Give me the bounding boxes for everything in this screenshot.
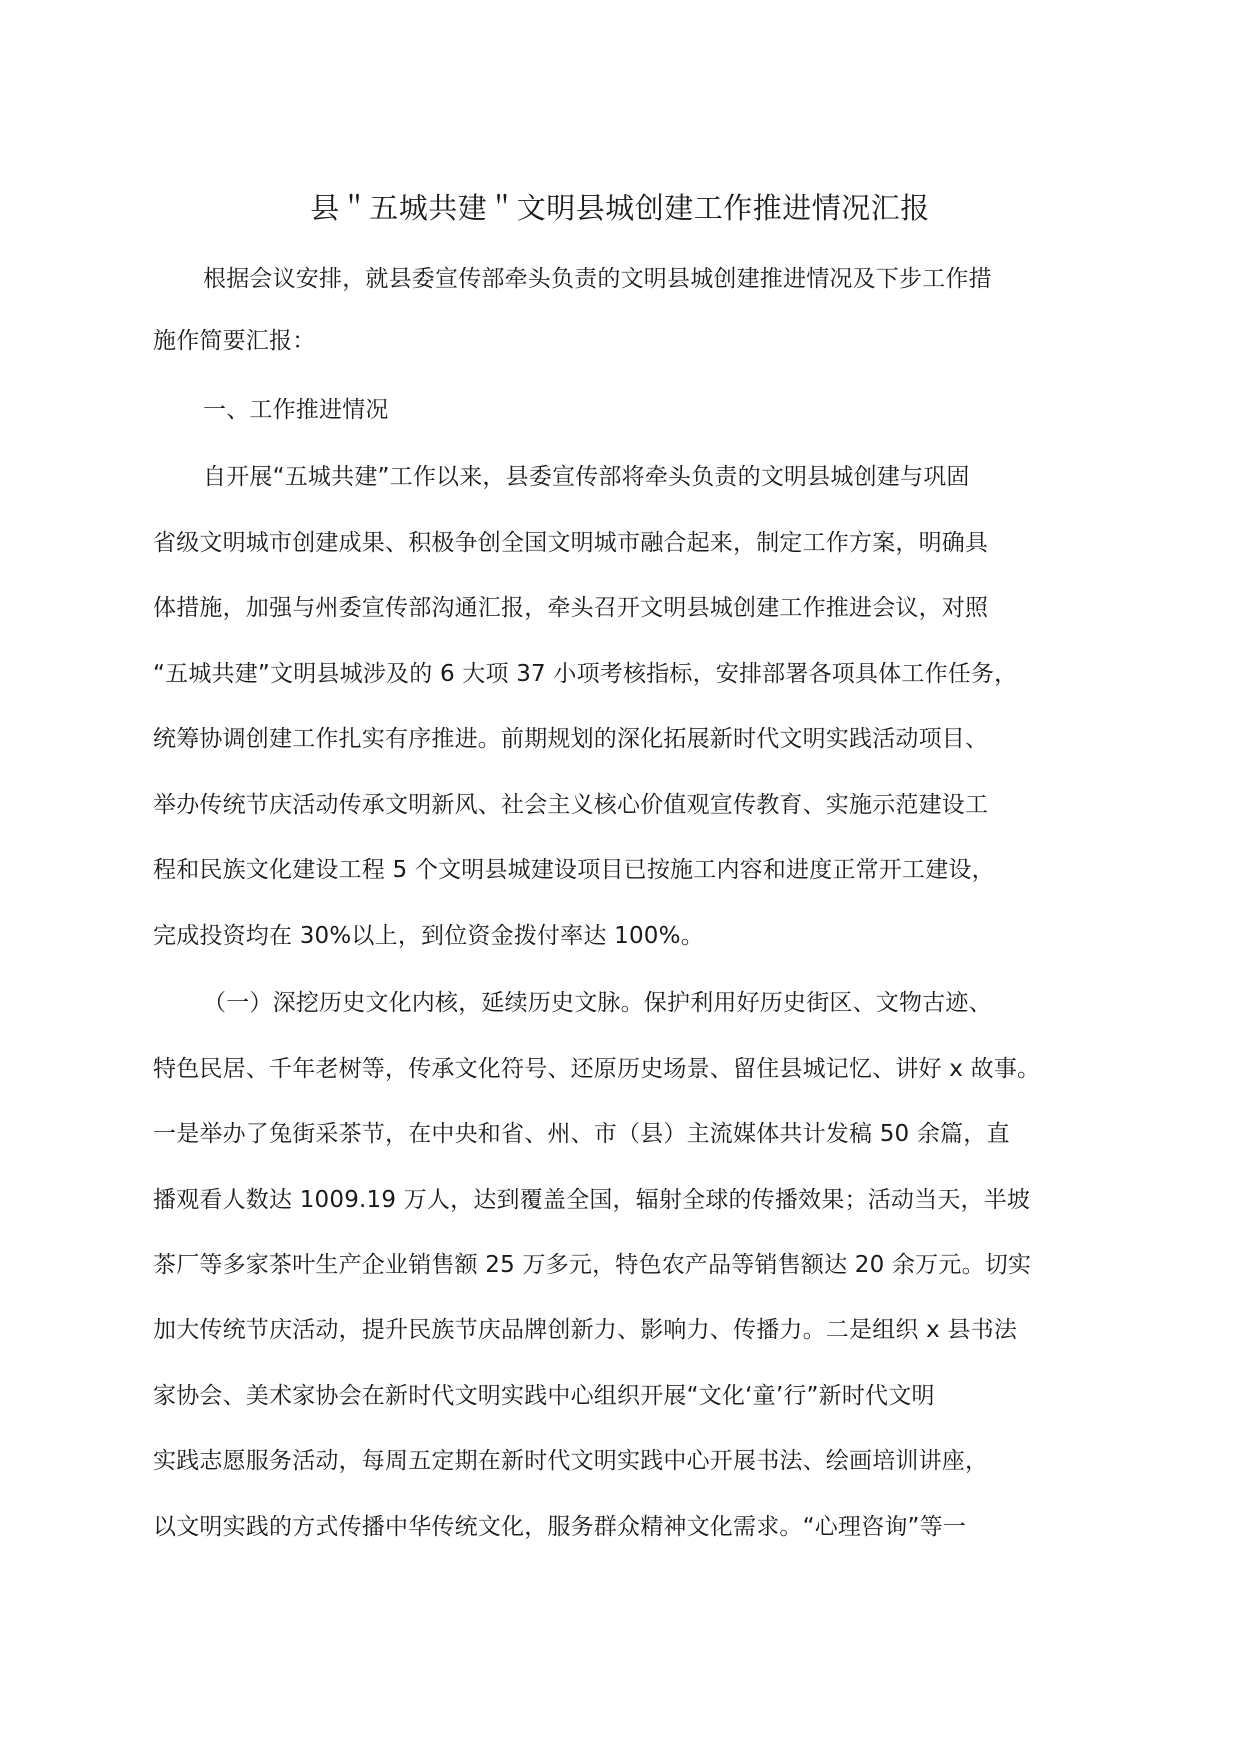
paragraph-line: 施作简要汇报： <box>153 328 316 354</box>
paragraph-line: 体措施，加强与州委宣传部沟通汇报，牵头召开文明县城创建工作推进会议，对照 <box>153 595 989 621</box>
paragraph-line: 茶厂等多家茶叶生产企业销售额 25 万多元，特色农产品等销售额达 20 余万元。切实 <box>153 1252 1032 1278</box>
paragraph-line: 省级文明城市创建成果、积极争创全国文明城市融合起来，制定工作方案，明确具 <box>153 530 989 556</box>
paragraph-line: 实践志愿服务活动，每周五定期在新时代文明实践中心开展书法、绘画培训讲座， <box>153 1448 989 1474</box>
section-heading: 一、工作推进情况 <box>203 397 389 423</box>
paragraph-line: 加大传统节庆活动，提升民族节庆品牌创新力、影响力、传播力。二是组织 x 县书法 <box>153 1317 1018 1343</box>
paragraph-line: 程和民族文化建设工程 5 个文明县城建设项目已按施工内容和进度正常开工建设， <box>153 857 995 883</box>
paragraph-line: “五城共建”文明县城涉及的 6 大项 37 小项考核指标，安排部署各项具体工作任务， <box>153 661 1018 687</box>
paragraph-line: 播观看人数达 1009.19 万人，达到覆盖全国，辐射全球的传播效果；活动当天，半坡 <box>153 1187 1031 1213</box>
paragraph-line: 家协会、美术家协会在新时代文明实践中心组织开展“文化‘童’行”新时代文明 <box>153 1383 935 1409</box>
document-title: 县＂五城共建＂文明县城创建工作推进情况汇报 <box>310 191 930 225</box>
paragraph-line: 特色民居、千年老树等，传承文化符号、还原历史场景、留住县城记忆、讲好 x 故事。 <box>153 1056 1041 1082</box>
paragraph-line: 自开展“五城共建”工作以来，县委宣传部将牵头负责的文明县城创建与巩固 <box>203 464 970 490</box>
paragraph-line: 一是举办了兔街采茶节，在中央和省、州、市（县）主流媒体共计发稿 50 余篇，直 <box>153 1121 1010 1147</box>
paragraph-line: 以文明实践的方式传播中华传统文化，服务群众精神文化需求。“心理咨询”等一 <box>153 1514 967 1540</box>
paragraph-line: 根据会议安排，就县委宣传部牵头负责的文明县城创建推进情况及下步工作措 <box>203 266 992 292</box>
paragraph-line: 统筹协调创建工作扎实有序推进。前期规划的深化拓展新时代文明实践活动项目、 <box>153 726 989 752</box>
paragraph-line: 完成投资均在 30%以上，到位资金拨付率达 100%。 <box>153 923 704 949</box>
subsection-heading: （一）深挖历史文化内核，延续历史文脉。保护利用好历史街区、文物古迹、 <box>203 990 992 1016</box>
paragraph-line: 举办传统节庆活动传承文明新风、社会主义核心价值观宣传教育、实施示范建设工 <box>153 792 989 818</box>
